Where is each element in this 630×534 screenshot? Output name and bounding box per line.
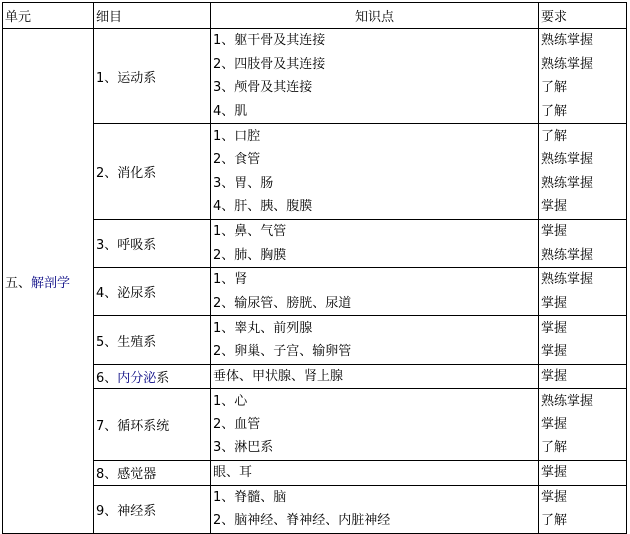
header-knowledge: 知识点 — [211, 3, 539, 29]
requirement-value: 了解 — [541, 128, 568, 144]
knowledge-item: 1、鼻、气管 — [213, 224, 287, 240]
knowledge-item: 3、胃、肠 — [213, 175, 274, 191]
requirement-cell — [539, 389, 627, 461]
knowledge-item: 2、肺、胸膜 — [213, 247, 287, 263]
knowledge-item: 眼、耳 — [213, 465, 253, 481]
requirement-cell — [539, 268, 627, 316]
header-requirement: 要求 — [539, 3, 627, 29]
requirement-value: 熟练掌握 — [541, 33, 594, 49]
table-row — [3, 461, 627, 486]
requirement-cell — [539, 485, 627, 533]
table-row — [3, 485, 627, 533]
requirement-value: 掌握 — [541, 465, 568, 481]
knowledge-item: 1、口腔 — [213, 128, 261, 144]
requirement-cell — [539, 29, 627, 124]
requirement-value: 掌握 — [541, 295, 568, 311]
detail-link[interactable]: 内分泌 — [117, 370, 157, 386]
knowledge-cell — [211, 268, 539, 316]
knowledge-cell — [211, 485, 539, 533]
knowledge-item: 1、心 — [213, 393, 248, 409]
unit-name-link[interactable]: 解剖学 — [31, 275, 71, 291]
detail-label: 9、神经系 — [96, 503, 157, 519]
requirement-value: 熟练掌握 — [541, 152, 594, 168]
detail-cell — [94, 485, 211, 533]
knowledge-item: 3、淋巴系 — [213, 440, 274, 456]
detail-suffix: 系 — [156, 370, 170, 386]
unit-cell — [3, 29, 94, 534]
detail-cell — [94, 389, 211, 461]
requirement-value: 掌握 — [541, 320, 568, 336]
requirement-value: 掌握 — [541, 489, 568, 505]
detail-cell — [94, 316, 211, 364]
table-row — [3, 219, 627, 267]
detail-label: 7、循环系统 — [96, 419, 170, 435]
header-row — [3, 3, 627, 29]
requirement-value: 了解 — [541, 513, 568, 529]
knowledge-cell — [211, 316, 539, 364]
table-row — [3, 29, 627, 124]
requirement-value: 了解 — [541, 103, 568, 119]
requirement-cell — [539, 124, 627, 219]
table-row — [3, 268, 627, 316]
requirement-value: 掌握 — [541, 224, 568, 240]
knowledge-cell — [211, 29, 539, 124]
unit-prefix: 五、 — [5, 275, 32, 291]
requirement-value: 熟练掌握 — [541, 247, 594, 263]
detail-label: 1、运动系 — [96, 70, 157, 86]
detail-cell — [94, 268, 211, 316]
knowledge-item: 1、睾丸、前列腺 — [213, 320, 313, 336]
knowledge-item: 3、颅骨及其连接 — [213, 80, 313, 96]
detail-label: 4、泌尿系 — [96, 286, 157, 302]
requirement-cell — [539, 316, 627, 364]
knowledge-item: 2、四肢骨及其连接 — [213, 56, 326, 72]
knowledge-item: 2、血管 — [213, 416, 261, 432]
table-body — [3, 3, 627, 534]
knowledge-item: 2、食管 — [213, 152, 261, 168]
knowledge-item: 垂体、甲状腺、肾上腺 — [213, 368, 344, 384]
header-detail: 细目 — [94, 3, 211, 29]
knowledge-item: 2、脑神经、脊神经、内脏神经 — [213, 513, 391, 529]
knowledge-cell — [211, 219, 539, 267]
detail-cell — [94, 219, 211, 267]
knowledge-cell — [211, 389, 539, 461]
detail-prefix: 6、 — [96, 370, 118, 386]
knowledge-item: 1、肾 — [213, 272, 248, 288]
detail-label: 2、消化系 — [96, 166, 157, 182]
knowledge-item: 1、躯干骨及其连接 — [213, 33, 326, 49]
requirement-value: 熟练掌握 — [541, 56, 594, 72]
requirement-cell — [539, 219, 627, 267]
requirement-value: 掌握 — [541, 416, 568, 432]
requirement-value: 熟练掌握 — [541, 393, 594, 409]
requirement-cell — [539, 461, 627, 486]
requirement-value: 掌握 — [541, 199, 568, 215]
table-row — [3, 316, 627, 364]
detail-cell — [94, 364, 211, 389]
detail-label: 8、感觉器 — [96, 467, 157, 483]
requirement-value: 掌握 — [541, 344, 568, 360]
table-row — [3, 364, 627, 389]
detail-cell — [94, 29, 211, 124]
knowledge-cell — [211, 364, 539, 389]
detail-cell — [94, 461, 211, 486]
knowledge-cell — [211, 124, 539, 219]
knowledge-item: 4、肝、胰、腹膜 — [213, 199, 313, 215]
header-unit: 单元 — [3, 3, 94, 29]
knowledge-item: 1、脊髓、脑 — [213, 489, 287, 505]
requirement-value: 了解 — [541, 80, 568, 96]
detail-label: 3、呼吸系 — [96, 238, 157, 254]
requirement-value: 熟练掌握 — [541, 175, 594, 191]
knowledge-item: 2、卵巢、子宫、输卵管 — [213, 344, 352, 360]
knowledge-item: 4、肌 — [213, 103, 248, 119]
detail-label: 5、生殖系 — [96, 334, 157, 350]
requirement-cell — [539, 364, 627, 389]
knowledge-cell — [211, 461, 539, 486]
detail-cell — [94, 124, 211, 219]
table-row — [3, 389, 627, 461]
knowledge-item: 2、输尿管、膀胱、尿道 — [213, 295, 352, 311]
requirement-value: 了解 — [541, 440, 568, 456]
table-row — [3, 124, 627, 219]
requirement-value: 熟练掌握 — [541, 272, 594, 288]
requirement-value: 掌握 — [541, 368, 568, 384]
syllabus-table — [2, 2, 627, 534]
